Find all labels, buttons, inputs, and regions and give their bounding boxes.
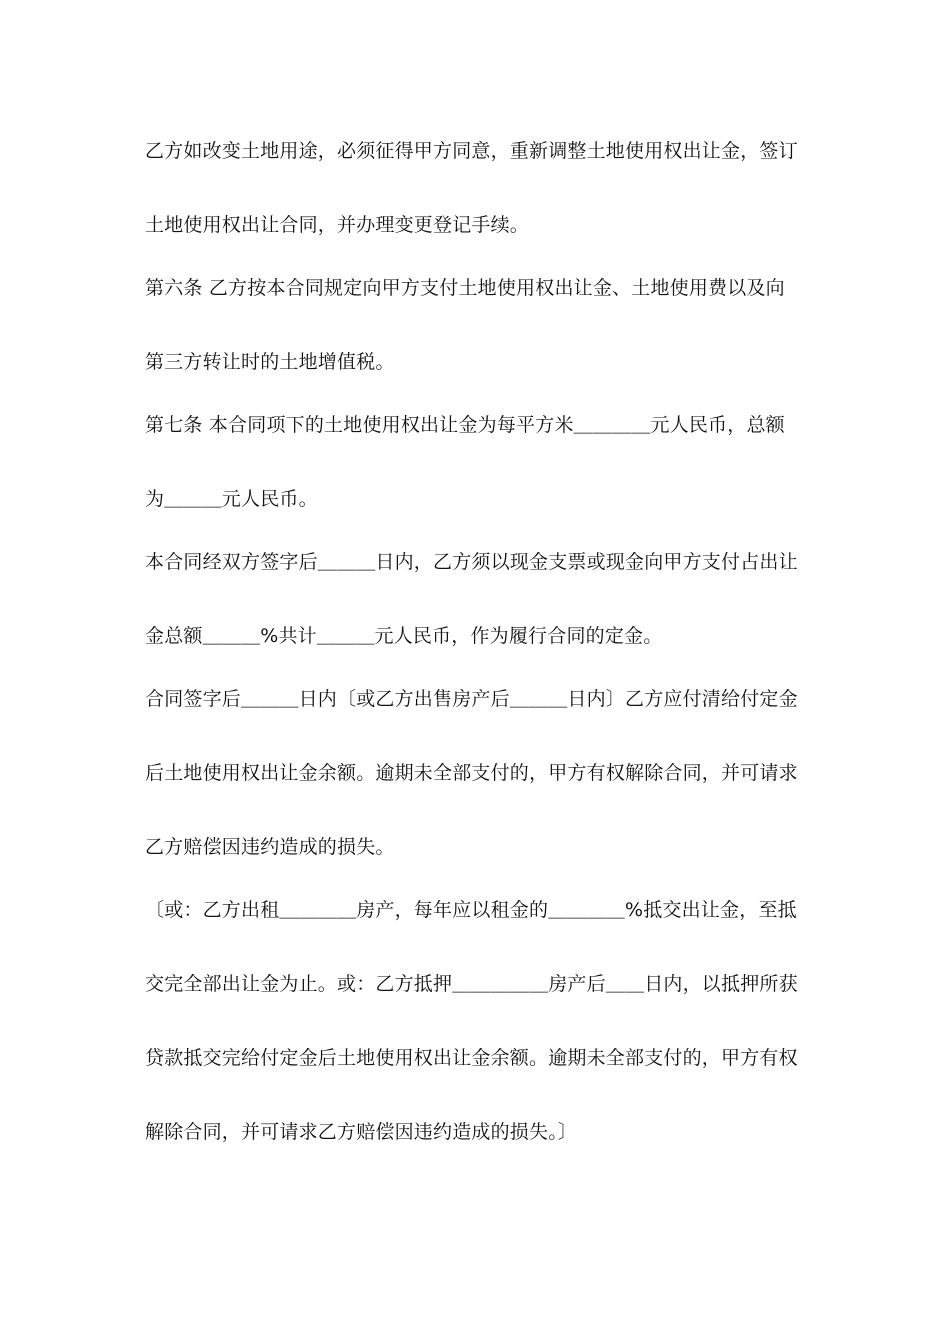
text-line: 本合同经双方签字后＿＿＿日内，乙方须以现金支票或现金向甲方支付占出让	[145, 551, 798, 573]
text-line: 〔或：乙方出租＿＿＿＿房产，每年应以租金的＿＿＿＿%抵交出让金，至抵	[145, 899, 797, 921]
text-line: 交完全部出让金为止。或：乙方抵押＿＿＿＿＿房产后＿＿日内，以抵押所获	[145, 973, 798, 995]
text-line: 后土地使用权出让金余额。逾期未全部支付的，甲方有权解除合同，并可请求	[145, 762, 798, 784]
text-line: 解除合同，并可请求乙方赔偿因违约造成的损失。〕	[145, 1121, 578, 1143]
text-line: 第六条 乙方按本合同规定向甲方支付土地使用权出让金、土地使用费以及向	[145, 277, 785, 299]
text-line: 为＿＿＿元人民币。	[145, 488, 318, 510]
text-line: 乙方赔偿因违约造成的损失。	[145, 836, 395, 858]
text-line: 第七条 本合同项下的土地使用权出让金为每平方米＿＿＿＿元人民币，总额	[145, 414, 785, 436]
text-line: 贷款抵交完给付定金后土地使用权出让金余额。逾期未全部支付的，甲方有权	[145, 1047, 798, 1069]
text-line: 土地使用权出让合同，并办理变更登记手续。	[145, 214, 530, 236]
text-line: 金总额＿＿＿%共计＿＿＿元人民币，作为履行合同的定金。	[145, 625, 663, 647]
text-line: 乙方如改变土地用途，必须征得甲方同意，重新调整土地使用权出让金，签订	[145, 140, 798, 162]
text-line: 合同签字后＿＿＿日内〔或乙方出售房产后＿＿＿日内〕乙方应付清给付定金	[145, 688, 798, 710]
text-line: 第三方转让时的土地增值税。	[145, 351, 395, 373]
